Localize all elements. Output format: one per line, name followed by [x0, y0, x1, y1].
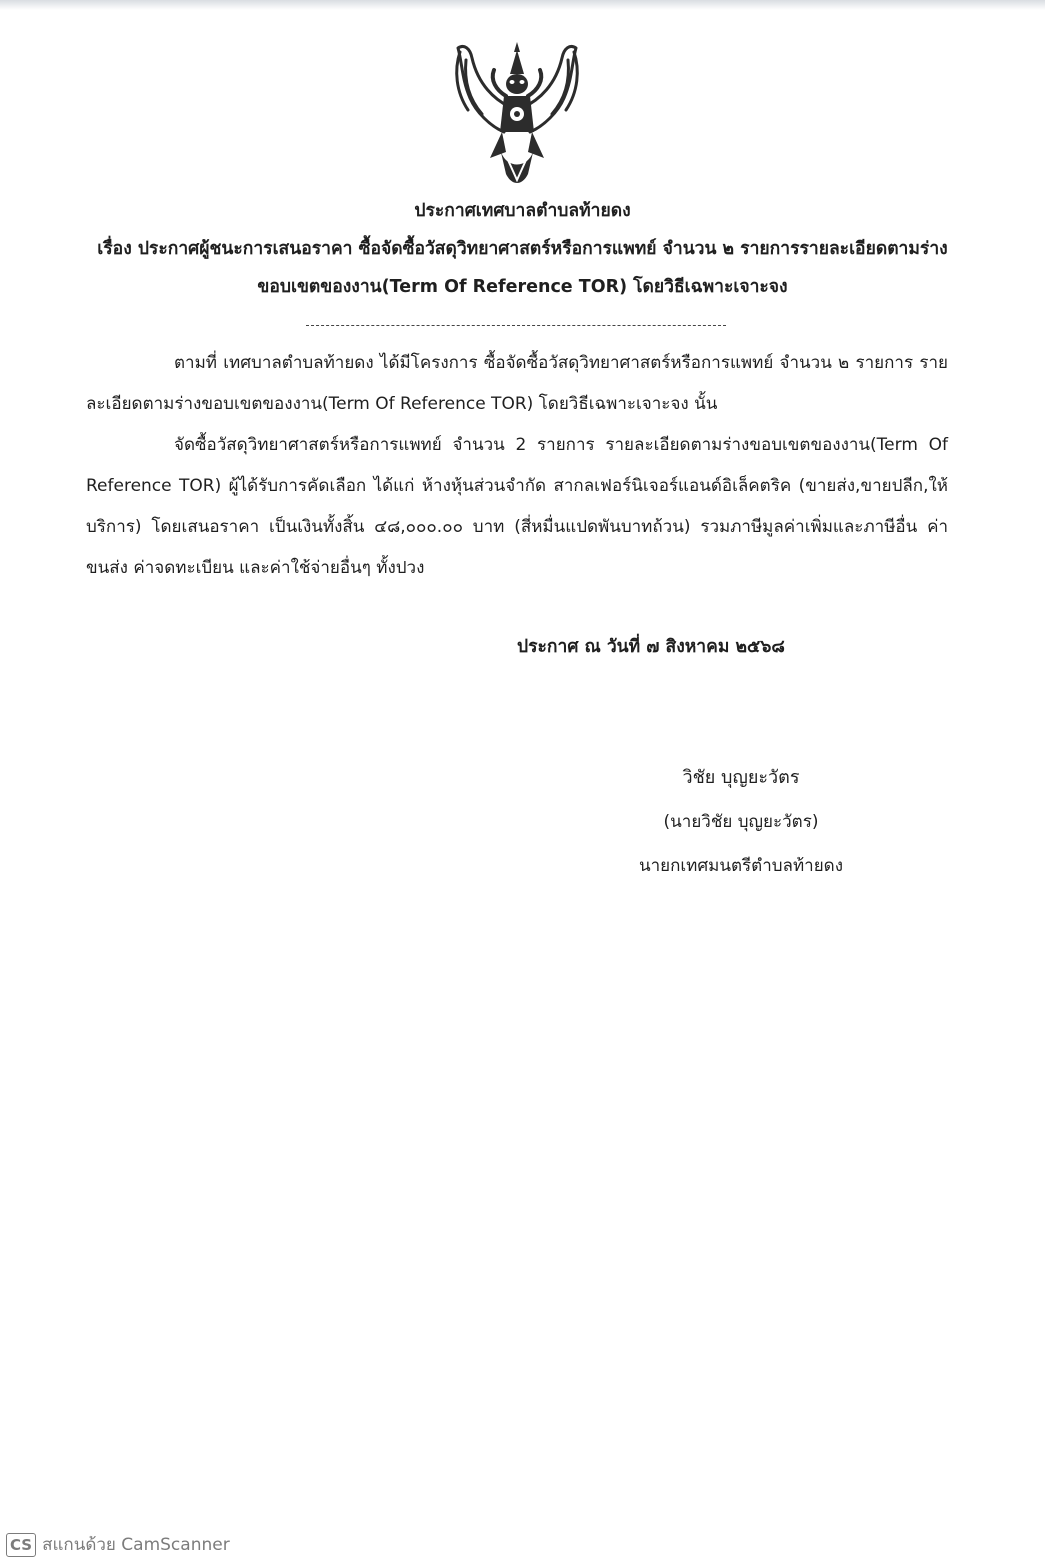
- printed-name: (นายวิชัย บุญยะวัตร): [663, 812, 819, 832]
- body-paragraph-1: ตามที่ เทศบาลตำบลท้ายดง ได้มีโครงการ ซื้อจัดซื้อวัสดุวิทยาศาสตร์หรือการแพทย์ จำนวน ๒ รายการ รายละเอียดตามร่างขอบเขตของงาน(Term Of Reference TOR) โดยวิธีเฉพาะเจาะจง นั้น: [86, 353, 948, 414]
- watermark-text: สแกนด้วย CamScanner: [42, 1535, 230, 1555]
- garuda-emblem-icon: [442, 40, 592, 190]
- divider-line: [306, 325, 726, 326]
- body-paragraph-2: จัดซื้อวัสดุวิทยาศาสตร์หรือการแพทย์ จำนวน 2 รายการ รายละเอียดตามร่างขอบเขตของงาน(Term Of Reference TOR) ผู้ได้รับการคัดเลือก ได้แก่ ห้างหุ้นส่วนจำกัด สากลเฟอร์นิเจอร์แอนด์อิเล็คตริค (ขายส่ง,ขายปลีก,ให้บริการ) โดยเสนอราคา เป็นเงินทั้งสิ้น ๔๘,๐๐๐.๐๐ บาท (สี่หมื่นแปดพันบาทถ้วน) รวมภาษีมูลค่าเพิ่มและภาษีอื่น ค่าขนส่ง ค่าจดทะเบียน และค่าใช้จ่ายอื่นๆ ทั้งปวง: [86, 435, 948, 578]
- announcement-title-block: [60, 192, 985, 306]
- scan-top-edge: [0, 0, 1045, 10]
- announcement-subject: เรื่อง ประกาศผู้ชนะการเสนอราคา ซื้อจัดซื้อวัสดุวิทยาศาสตร์หรือการแพทย์ จำนวน ๒ รายการรายละเอียดตามร่างขอบเขตของงาน(Term Of Reference TOR) โดยวิธีเฉพาะเจาะจง: [97, 239, 948, 297]
- announcement-date: ประกาศ ณ วันที่ ๗ สิงหาคม ๒๕๖๘: [517, 637, 785, 657]
- agency-title: ประกาศเทศบาลตำบลท้ายดง: [414, 201, 631, 221]
- signatory-position: นายกเทศมนตรีตำบลท้ายดง: [638, 856, 844, 876]
- signature-block: [606, 756, 876, 888]
- camscanner-logo-icon: CS: [6, 1533, 36, 1557]
- camscanner-watermark: [6, 1531, 230, 1558]
- signed-name: วิชัย บุญยะวัตร: [682, 767, 800, 788]
